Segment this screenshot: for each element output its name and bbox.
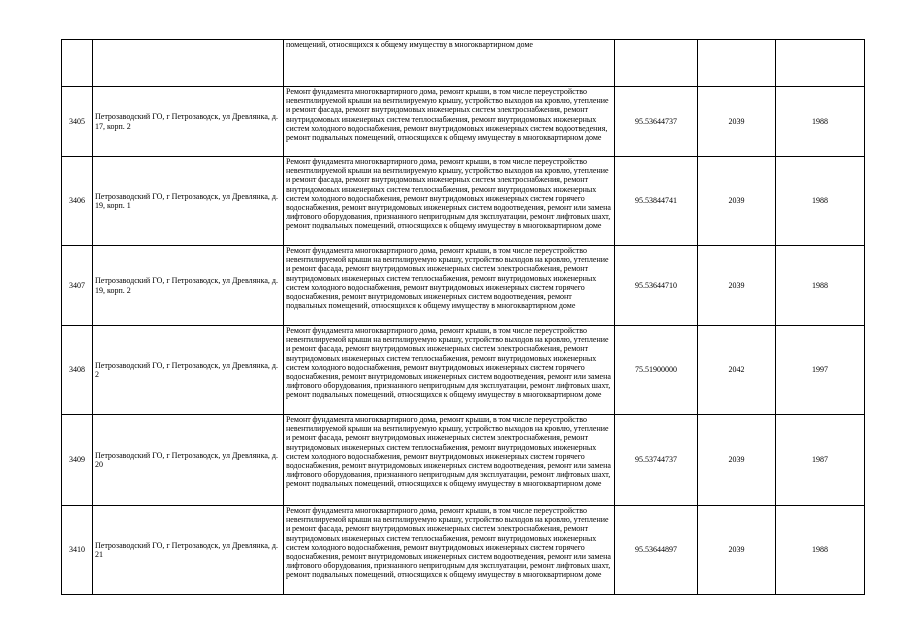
address-cell: Петрозаводский ГО, г Петрозаводск, ул Древлянка, д. 21 [93, 506, 284, 595]
row-number-cell: 3405 [62, 87, 93, 157]
works-text: помещений, относящихся к общему имуществу в многоквартирном доме [286, 40, 533, 49]
area-cell: 95.53844741 [615, 157, 698, 246]
built-year-cell: 1988 [776, 246, 865, 326]
built-year-cell: 1988 [776, 157, 865, 246]
row-number-cell: 3406 [62, 157, 93, 246]
planned-year-cell [698, 40, 776, 87]
table-row [62, 415, 865, 506]
works-text: Ремонт фундамента многоквартирного дома, ремонт крыши, в том числе переустройство невентилируемой крыши на вентилируемую крышу, устройство выходов на кровлю, утепление и ремонт фасада, ремонт внутридомовых инженерных систем электроснабжения, ремонт внутридомовых инженерных систем теплоснабжения, ремонт внутридомовых инженерных систем холодного водоснабжения, ремонт внутридомовых инженерных систем горячего водоснабжения, ремонт внутридомовых инженерных систем водоотведения, ремонт или замена лифтового оборудования, признанного непригодным для эксплуатации, ремонт лифтовых шахт, ремонт подвальных помещений, относящихся к общему имуществу в многоквартирном доме [286, 157, 611, 231]
register-sheet [61, 39, 854, 595]
address-cell: Петрозаводский ГО, г Петрозаводск, ул Древлянка, д. 17, корп. 2 [93, 87, 284, 157]
table-row [62, 40, 865, 87]
capital-repair-register-table [61, 39, 865, 595]
area-cell: 95.53644710 [615, 246, 698, 326]
table-row [62, 506, 865, 595]
row-number-cell: 3409 [62, 415, 93, 506]
address-cell [93, 40, 284, 87]
works-text: Ремонт фундамента многоквартирного дома, ремонт крыши, в том числе переустройство невентилируемой крыши на вентилируемую крышу, устройство выходов на кровлю, утепление и ремонт фасада, ремонт внутридомовых инженерных систем электроснабжения, ремонт внутридомовых инженерных систем теплоснабжения, ремонт внутридомовых инженерных систем холодного водоснабжения, ремонт внутридомовых инженерных систем горячего водоснабжения, ремонт внутридомовых инженерных систем водоотведения, ремонт или замена лифтового оборудования, признанного непригодным для эксплуатации, ремонт лифтовых шахт, ремонт подвальных помещений, относящихся к общему имуществу в многоквартирном доме [286, 326, 611, 400]
built-year-cell [776, 40, 865, 87]
planned-year-cell: 2042 [698, 326, 776, 415]
row-number-cell: 3408 [62, 326, 93, 415]
area-cell: 95.53744737 [615, 415, 698, 506]
works-cell [284, 326, 615, 415]
row-number-cell: 3407 [62, 246, 93, 326]
table-row [62, 326, 865, 415]
built-year-cell: 1988 [776, 87, 865, 157]
table-row [62, 246, 865, 326]
planned-year-cell: 2039 [698, 415, 776, 506]
planned-year-cell: 2039 [698, 87, 776, 157]
works-cell [284, 40, 615, 87]
area-cell: 75.51900000 [615, 326, 698, 415]
row-number-cell: 3410 [62, 506, 93, 595]
address-cell: Петрозаводский ГО, г Петрозаводск, ул Древлянка, д. 2 [93, 326, 284, 415]
works-text: Ремонт фундамента многоквартирного дома, ремонт крыши, в том числе переустройство невентилируемой крыши на вентилируемую крышу, устройство выходов на кровлю, утепление и ремонт фасада, ремонт внутридомовых инженерных систем электроснабжения, ремонт внутридомовых инженерных систем теплоснабжения, ремонт внутридомовых инженерных систем холодного водоснабжения, ремонт внутридомовых инженерных систем горячего водоснабжения, ремонт внутридомовых инженерных систем водоотведения, ремонт или замена лифтового оборудования, признанного непригодным для эксплуатации, ремонт лифтовых шахт, ремонт подвальных помещений, относящихся к общему имуществу в многоквартирном доме [286, 415, 611, 489]
area-cell: 95.53644897 [615, 506, 698, 595]
works-cell [284, 506, 615, 595]
row-number-cell [62, 40, 93, 87]
area-cell: 95.53644737 [615, 87, 698, 157]
address-cell: Петрозаводский ГО, г Петрозаводск, ул Древлянка, д. 20 [93, 415, 284, 506]
works-cell [284, 157, 615, 246]
address-cell: Петрозаводский ГО, г Петрозаводск, ул Древлянка, д. 19, корп. 1 [93, 157, 284, 246]
works-text: Ремонт фундамента многоквартирного дома, ремонт крыши, в том числе переустройство невентилируемой крыши на вентилируемую крышу, устройство выходов на кровлю, утепление и ремонт фасада, ремонт внутридомовых инженерных систем электроснабжения, ремонт внутридомовых инженерных систем теплоснабжения, ремонт внутридомовых инженерных систем холодного водоснабжения, ремонт внутридомовых инженерных систем водоотведения, ремонт подвальных помещений, относящихся к общему имуществу в многоквартирном доме [286, 87, 609, 143]
works-cell [284, 415, 615, 506]
planned-year-cell: 2039 [698, 246, 776, 326]
works-cell [284, 246, 615, 326]
planned-year-cell: 2039 [698, 506, 776, 595]
area-cell [615, 40, 698, 87]
works-text: Ремонт фундамента многоквартирного дома, ремонт крыши, в том числе переустройство невентилируемой крыши на вентилируемую крышу, устройство выходов на кровлю, утепление и ремонт фасада, ремонт внутридомовых инженерных систем электроснабжения, ремонт внутридомовых инженерных систем теплоснабжения, ремонт внутридомовых инженерных систем холодного водоснабжения, ремонт внутридомовых инженерных систем горячего водоснабжения, ремонт внутридомовых инженерных систем водоотведения, ремонт подвальных помещений, относящихся к общему имуществу в многоквартирном доме [286, 246, 609, 311]
planned-year-cell: 2039 [698, 157, 776, 246]
works-text: Ремонт фундамента многоквартирного дома, ремонт крыши, в том числе переустройство невентилируемой крыши на вентилируемую крышу, устройство выходов на кровлю, утепление и ремонт фасада, ремонт внутридомовых инженерных систем электроснабжения, ремонт внутридомовых инженерных систем теплоснабжения, ремонт внутридомовых инженерных систем холодного водоснабжения, ремонт внутридомовых инженерных систем горячего водоснабжения, ремонт внутридомовых инженерных систем водоотведения, ремонт или замена лифтового оборудования, признанного непригодным для эксплуатации, ремонт лифтовых шахт, ремонт подвальных помещений, относящихся к общему имуществу в многоквартирном доме [286, 506, 611, 580]
works-cell [284, 87, 615, 157]
address-cell: Петрозаводский ГО, г Петрозаводск, ул Древлянка, д. 19, корп. 2 [93, 246, 284, 326]
built-year-cell: 1997 [776, 326, 865, 415]
built-year-cell: 1987 [776, 415, 865, 506]
table-row [62, 87, 865, 157]
built-year-cell: 1988 [776, 506, 865, 595]
table-row [62, 157, 865, 246]
